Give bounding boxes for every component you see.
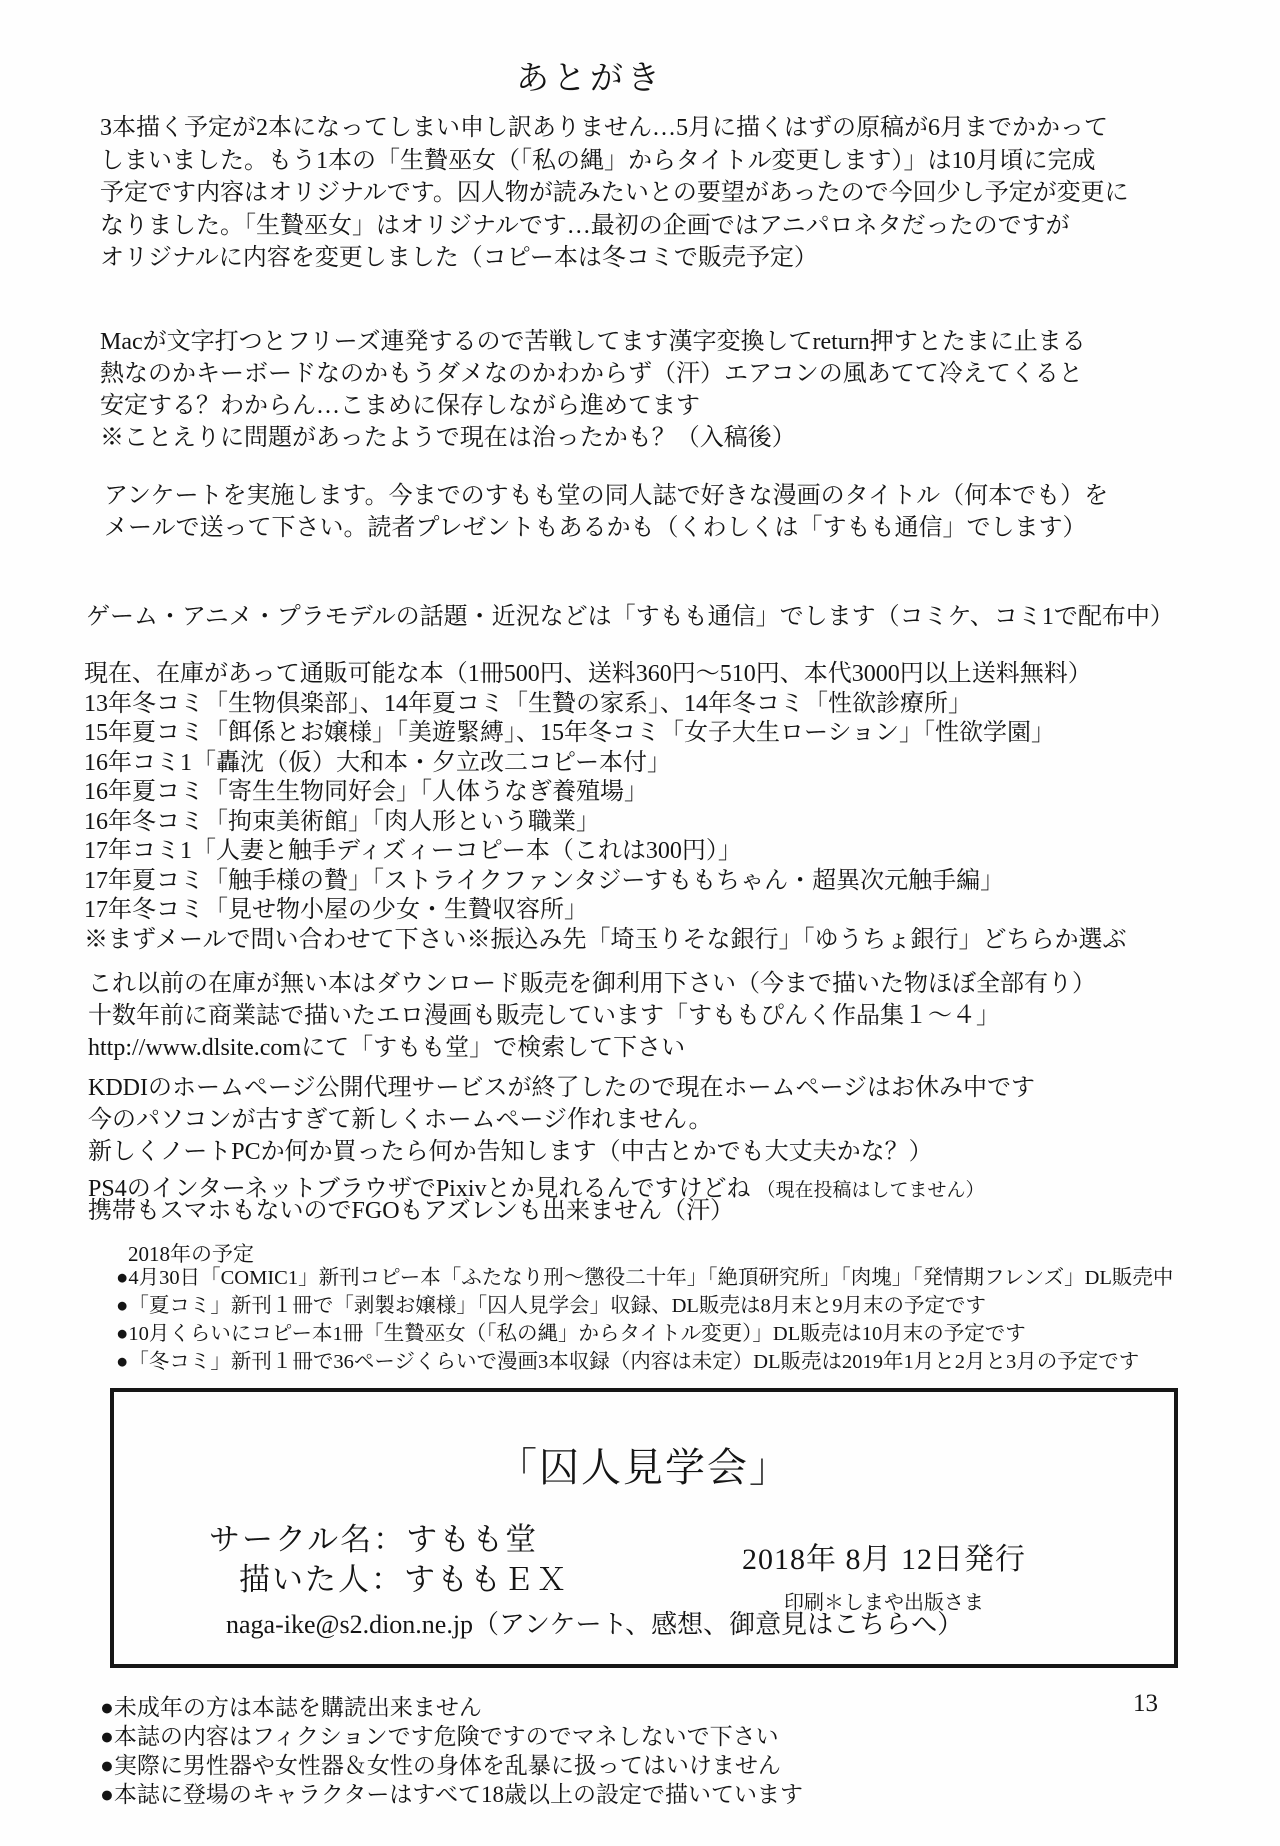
newsletter-line: ゲーム・アニメ・プラモデルの話題・近況などは「すもも通信」でします（コミケ、コミ1で配布中） (86, 604, 1174, 630)
circle-name-line: サークル名：すもも堂 (209, 1522, 539, 1557)
mac-trouble-paragraph (100, 326, 1086, 454)
catalog-line: 16年夏コミ「寄生生物同好会」「人体うなぎ養殖場」 (84, 779, 648, 805)
colophon-box (110, 1388, 1178, 1668)
book-title: 「囚人見学会」 (497, 1445, 791, 1490)
text-line: なりました。「生贄巫女」はオリジナルです…最初の企画ではアニパロネタだったのですが (100, 212, 1070, 239)
ps4-main-text: PS4のインターネットブラウザでPixivとか見れるんですけどね (88, 1176, 757, 1202)
text-line: KDDIのホームページ公開代理サービスが終了したので現在ホームページはお休み中です (88, 1075, 1036, 1101)
plan-item: ●「夏コミ」新刊１冊で「剥製お嬢様」「囚人見学会」収録、DL販売は8月末と9月末の予定です (116, 1295, 986, 1317)
ps4-note: （現在投稿はしてません） (756, 1180, 985, 1201)
printer-credit: 印刷＊しまや出版さま (784, 1592, 984, 1614)
catalog-line: 17年冬コミ「見せ物小屋の少女・生贄収容所」 (84, 897, 588, 923)
warning-line: ●本誌に登場のキャラクターはすべて18歳以上の設定で描いています (100, 1782, 803, 1807)
survey-paragraph (104, 480, 1108, 544)
publish-date: 2018年 8月 12日発行 (742, 1543, 1026, 1576)
text-line: ※ことえりに問題があったようで現在は治ったかも？（入稿後） (100, 425, 796, 451)
plans-list (116, 1264, 1173, 1376)
text-line: Macが文字打つとフリーズ連発するので苦戦してます漢字変換してreturn押すとたまに止まる (100, 329, 1086, 355)
publication-block (742, 1534, 1026, 1615)
warning-line: ●本誌の内容はフィクションです危険ですのでマネしないで下さい (100, 1724, 779, 1749)
warning-line: ●未成年の方は本誌を購読出来ません (100, 1695, 482, 1720)
intro-paragraph (100, 112, 1129, 275)
contact-email-line: naga-ike@s2.dion.ne.jp（アンケート、感想、御意見はこちらへ） (226, 1610, 964, 1639)
homepage-info (88, 1072, 1035, 1168)
warning-line: ●実際に男性器や女性器＆女性の身体を乱暴に扱ってはいけません (100, 1753, 781, 1778)
text-line: アンケートを実施します。今までのすもも堂の同人誌で好きな漫画のタイトル（何本でも）を (104, 483, 1109, 509)
text-line: 新しくノートPCか何か買ったら何か告知します（中古とかでも大丈夫かな？） (88, 1139, 933, 1165)
artist-name-line: 描いた人：すももＥＸ (239, 1562, 569, 1597)
catalog-line: 13年冬コミ「生物倶楽部」、14年夏コミ「生贄の家系」、14年冬コミ「性欲診療所」 (84, 690, 972, 717)
text-line: 予定です内容はオリジナルです。囚人物が読みたいとの要望があったので今回少し予定が変更に (100, 180, 1129, 206)
mobile-line: 携帯もスマホもないのでFGOもアズレンも出来ません（汗） (88, 1198, 734, 1224)
text-line: http://www.dlsite.comにて「すもも堂」で検索して下さい (88, 1035, 686, 1061)
text-line: 十数年前に商業誌で描いたエロ漫画も販売しています「すももぴんく作品集１〜４」 (88, 1003, 1000, 1029)
text-line: オリジナルに内容を変更しました（コピー本は冬コミで販売予定） (100, 245, 818, 271)
catalog-line: 17年コミ1「人妻と触手ディズィーコピー本（これは300円）」 (84, 838, 742, 864)
back-catalog-list (84, 660, 1127, 955)
plans-heading: 2018年の予定 (128, 1242, 254, 1266)
page-title: あとがき (516, 61, 664, 97)
catalog-line: ※まずメールで問い合わせて下さい※振込み先「埼玉りそな銀行」「ゆうちょ銀行」どちらか選ぶ (84, 926, 1127, 953)
catalog-line: 現在、在庫があって通販可能な本（1冊500円、送料360円〜510円、本代3000円以上送料無料） (84, 661, 1092, 687)
download-info (88, 968, 1096, 1064)
page-number: 13 (1133, 1690, 1158, 1717)
plan-item: ●「冬コミ」新刊１冊で36ページくらいで漫画3本収録（内容は未定）DL販売は2019年1月と2月と3月の予定です (116, 1351, 1140, 1373)
text-line: しまいました。もう1本の「生贄巫女（「私の縄」からタイトル変更します）」は10月頃に完成 (100, 147, 1096, 174)
text-line: メールで送って下さい。読者プレゼントもあるかも（くわしくは「すもも通信」でします） (104, 515, 1087, 541)
catalog-line: 16年コミ1「轟沈（仮）大和本・夕立改二コピー本付」 (84, 749, 672, 776)
plan-item: ●10月くらいにコピー本1冊「生贄巫女（「私の縄」からタイトル変更）」DL販売は10月末の予定です (116, 1323, 1026, 1345)
plan-item: ●4月30日「COMIC1」新刊コピー本「ふたなり刑〜懲役二十年」「絶頂研究所」「肉塊」「発情期フレンズ」DL販売中 (116, 1267, 1174, 1289)
circle-credit-block (209, 1520, 569, 1600)
warnings-list (100, 1693, 803, 1809)
text-line: 今のパソコンが古すぎて新しくホームページ作れません。 (88, 1107, 713, 1133)
text-line: 熱なのかキーボードなのかもうダメなのかわからず（汗）エアコンの風あてて冷えてくると (100, 361, 1083, 387)
text-line: 3本描く予定が2本になってしまい申し訳ありません…5月に描くはずの原稿が6月までかかって (100, 115, 1108, 141)
text-line: これ以前の在庫が無い本はダウンロード販売を御利用下さい（今まで描いた物ほぼ全部有り） (88, 971, 1096, 997)
text-line: 安定する？わからん…こまめに保存しながら進めてます (100, 393, 700, 419)
catalog-line: 15年夏コミ「餌係とお嬢様」「美遊緊縛」、15年冬コミ「女子大生ローション」「性欲学園」 (84, 720, 1056, 746)
catalog-line: 16年冬コミ「拘束美術館」「肉人形という職業」 (84, 808, 600, 835)
catalog-line: 17年夏コミ「触手様の贄」「ストライクファンタジーすももちゃん・超異次元触手編」 (84, 867, 1005, 894)
